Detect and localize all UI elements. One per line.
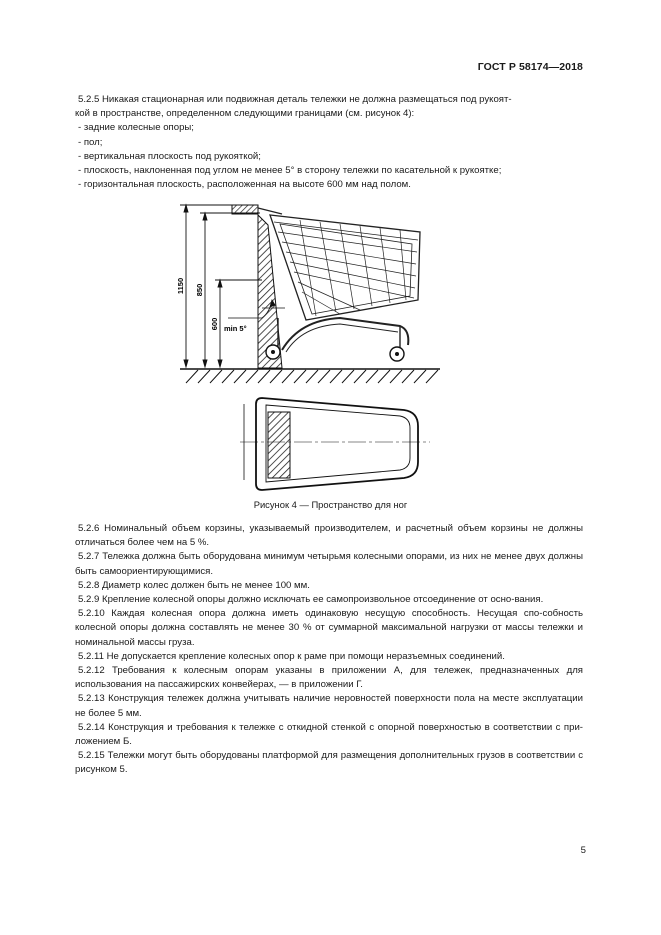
paragraph: 5.2.9 Крепление колесной опоры должно исключать ее самопроизвольное отсоединение от осно-вания. bbox=[78, 594, 544, 606]
paragraph: 5.2.7 Тележка должна быть оборудована минимум четырьмя колесными опорами, из них не менее двух должны быть самоориентирующимися. bbox=[75, 551, 583, 577]
figure-caption: Рисунок 4 — Пространство для ног bbox=[253, 499, 408, 510]
dimension-600: 600 bbox=[210, 317, 219, 331]
paragraph: 5.2.8 Диаметр колес должен быть не менее 100 мм. bbox=[78, 579, 310, 591]
handle-section bbox=[232, 205, 258, 214]
plan-view bbox=[240, 398, 430, 490]
page-number: 5 bbox=[580, 845, 586, 856]
wheel-icon bbox=[390, 347, 404, 361]
paragraph: 5.2.15 Тележки могут быть оборудованы платформой для размещения дополнительных грузов в соответствии с рисунком 5. bbox=[75, 750, 583, 776]
shopping-cart bbox=[258, 208, 420, 352]
paragraph: 5.2.6 Номинальный объем корзины, указываемый производителем, и расчетный объем корзины не должны отличаться более чем на 5 %. bbox=[75, 523, 584, 549]
paragraph: 5.2.14 Конструкция и требования к тележке с откидной стенкой с опорной поверхностью в соответствии с при-ложением Б. bbox=[75, 721, 583, 748]
paragraph: 5.2.11 Не допускается крепление колесных опор к раме при помощи неразъемных соединений. bbox=[78, 650, 505, 662]
list-item: - плоскость, наклоненная под углом не менее 5° в сторону тележки по касательной к рукоятке; bbox=[78, 165, 502, 177]
intro-line-1: 5.2.5 Никакая стационарная или подвижная деталь тележки не должна размещаться под рукоят- bbox=[78, 94, 512, 105]
dimension-lines bbox=[180, 205, 262, 367]
dimension-1150: 1150 bbox=[176, 277, 185, 295]
document-standard-header: ГОСТ Р 58174—2018 bbox=[477, 61, 583, 73]
floor-line bbox=[180, 369, 440, 383]
wheel-icon bbox=[266, 345, 280, 359]
paragraph: 5.2.10 Каждая колесная опора должна иметь одинаковую несущую способность. Несущая спо-собность колесной опоры должна составлять не менее 30 % от суммарной максимальной нагрузки от массы тележки и номинальной массы груза. bbox=[75, 608, 583, 648]
requirements-paragraphs bbox=[75, 522, 583, 778]
list-item: - горизонтальная плоскость, расположенная на высоте 600 мм над полом. bbox=[78, 179, 411, 191]
section-intro-line-2: кой в пространстве, определенном следующими границами (см. рисунок 4): bbox=[75, 108, 415, 120]
dimension-850: 850 bbox=[195, 283, 204, 297]
paragraph: 5.2.13 Конструкция тележек должна учитывать наличие неровностей поверхности пола на месте эксплуатации не более 5 мм. bbox=[75, 693, 584, 719]
list-item: - пол; bbox=[78, 136, 103, 148]
list-item: - вертикальная плоскость под рукояткой; bbox=[78, 150, 261, 162]
list-item: - задние колесные опоры; bbox=[78, 122, 194, 134]
angle-label: min 5° bbox=[224, 324, 247, 333]
paragraph: 5.2.12 Требования к колесным опорам указаны в приложении А, для тележек, предназначенных для использования на пассажирских конвейерах, — в приложении Г. bbox=[75, 665, 583, 691]
